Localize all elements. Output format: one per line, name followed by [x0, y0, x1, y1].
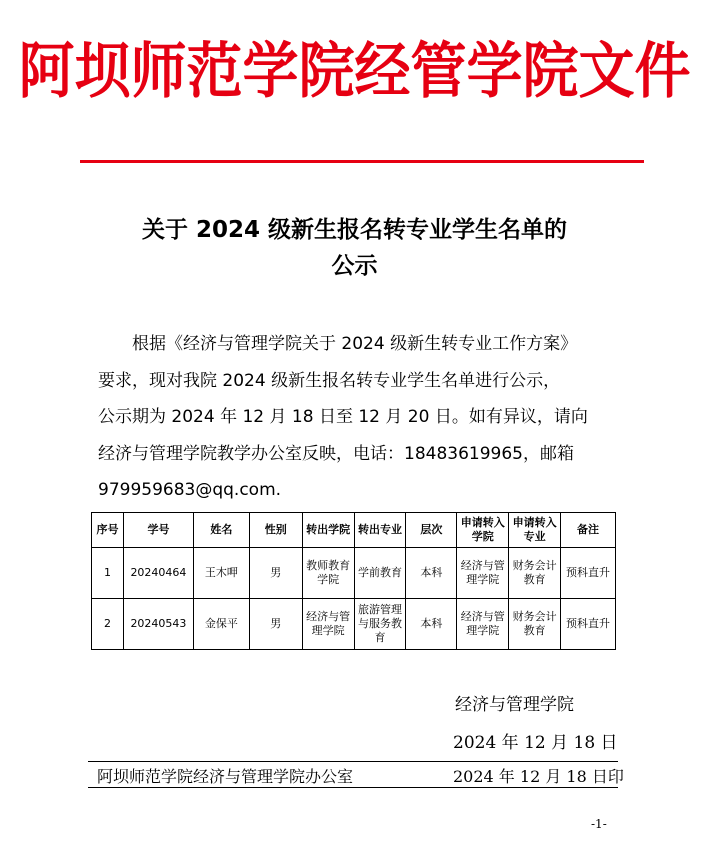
table-row — [92, 599, 616, 650]
table-cell: 经济与管理学院 — [457, 548, 509, 599]
header-cell: 姓名 — [193, 513, 249, 548]
table-cell: 本科 — [406, 599, 457, 650]
table-cell: 金保平 — [193, 599, 249, 650]
table-cell: 王木呷 — [193, 548, 249, 599]
table-cell: 教师教育学院 — [302, 548, 354, 599]
header-cell: 性别 — [249, 513, 302, 548]
student-roster-table — [91, 512, 616, 650]
footer-print-date: 2024 年 12 月 18 日印 — [453, 767, 624, 786]
footer-office: 阿坝师范学院经济与管理学院办公室 — [97, 767, 354, 786]
table-cell: 预科直升 — [561, 599, 616, 650]
header-cell: 申请转入学院 — [457, 513, 509, 548]
table-cell: 20240543 — [123, 599, 193, 650]
title-line-2: 公示 — [331, 253, 378, 279]
document-title — [60, 212, 649, 284]
table-cell: 经济与管理学院 — [302, 599, 354, 650]
header-cell: 序号 — [92, 513, 124, 548]
table-cell: 预科直升 — [561, 548, 616, 599]
header-cell: 层次 — [406, 513, 457, 548]
table-cell: 财务会计教育 — [509, 548, 561, 599]
signature-organization: 经济与管理学院 — [455, 695, 574, 715]
table-cell: 男 — [249, 548, 302, 599]
header-cell: 学号 — [123, 513, 193, 548]
table-cell: 旅游管理与服务教育 — [354, 599, 406, 650]
header-cell: 申请转入专业 — [509, 513, 561, 548]
notice-paragraph — [98, 326, 610, 509]
paragraph-line-2: 要求，现对我院 2024 级新生报名转专业学生名单进行公示， — [98, 370, 561, 391]
paragraph-line-1: 根据《经济与管理学院关于 2024 级新生转专业工作方案》 — [132, 334, 578, 354]
header-red-rule — [80, 160, 644, 163]
document-header: 阿坝师范学院经管学院文件 — [18, 36, 691, 107]
paragraph-line-3: 公示期为 2024 年 12 月 18 日至 12 月 20 日。如有异议，请向 — [98, 407, 588, 427]
table-cell: 经济与管理学院 — [457, 599, 509, 650]
page-number: -1- — [591, 817, 607, 831]
header-cell: 转出学院 — [302, 513, 354, 548]
paragraph-line-5: 979959683@qq.com. — [98, 480, 282, 500]
paragraph-line-4: 经济与管理学院教学办公室反映，电话：18483619965，邮箱 — [98, 443, 574, 464]
table-cell: 2 — [92, 599, 124, 650]
table-cell: 男 — [249, 599, 302, 650]
table-header-row — [92, 513, 616, 548]
table-cell: 1 — [92, 548, 124, 599]
table-cell: 本科 — [406, 548, 457, 599]
header-cell: 备注 — [561, 513, 616, 548]
table-cell: 20240464 — [123, 548, 193, 599]
footer-bottom-rule — [88, 787, 618, 788]
table-cell: 财务会计教育 — [509, 599, 561, 650]
footer-top-rule — [88, 761, 618, 762]
table-row — [92, 548, 616, 599]
header-cell: 转出专业 — [354, 513, 406, 548]
signature-date: 2024 年 12 月 18 日 — [453, 733, 618, 753]
table-cell: 学前教育 — [354, 548, 406, 599]
title-line-1: 关于 2024 级新生报名转专业学生名单的 — [141, 217, 568, 243]
